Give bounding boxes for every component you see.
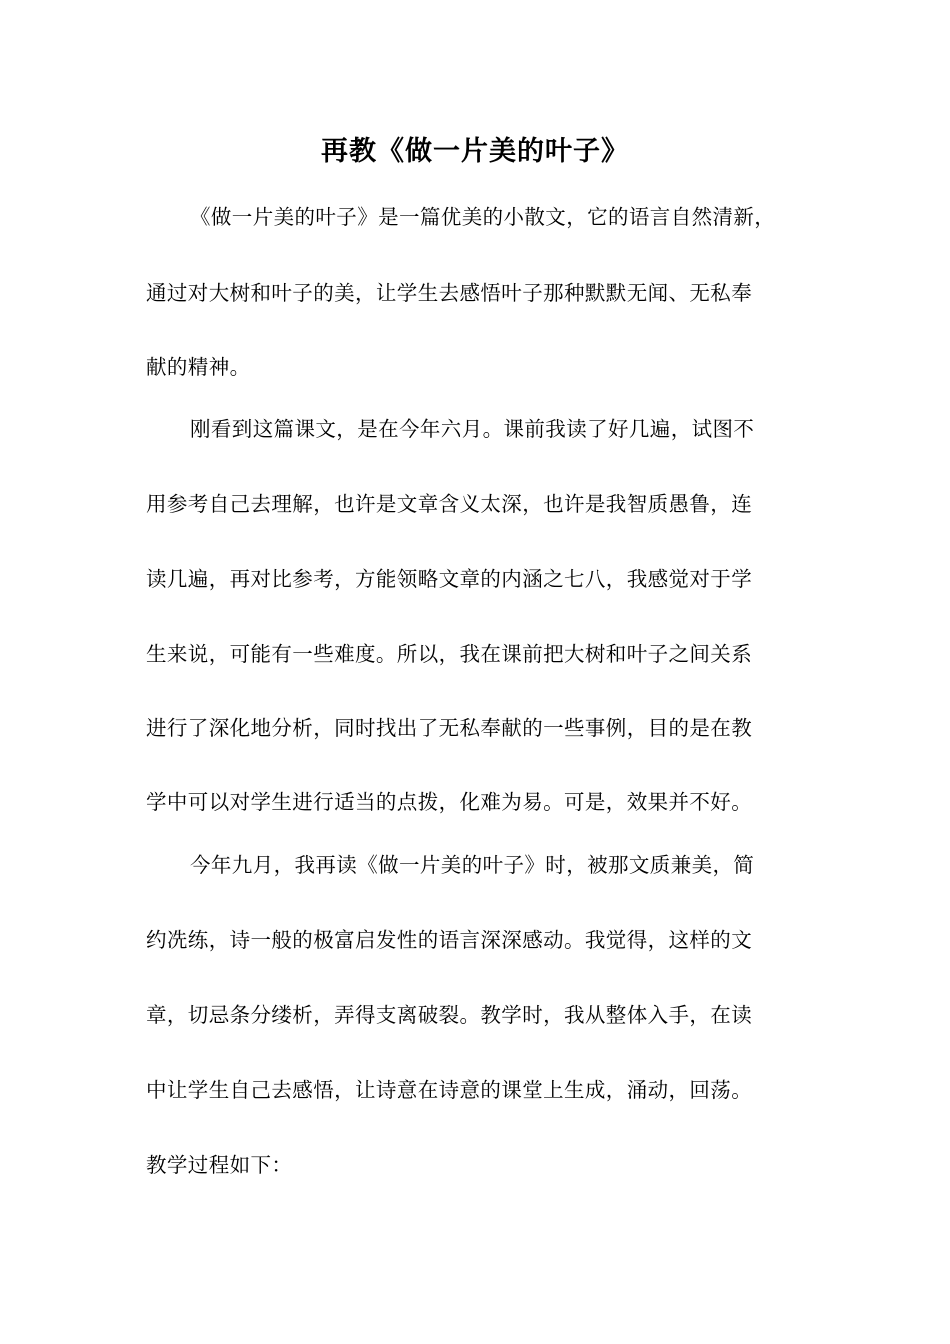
paragraph-3-line-5: 教学过程如下： [146, 1153, 293, 1177]
document-title: 再教《做一片美的叶子》 [321, 136, 629, 167]
paragraph-2-line-5: 进行了深化地分析，同时找出了无私奉献的一些事例，目的是在教 [146, 716, 753, 740]
paragraph-2-line-3: 读几遍，再对比参考，方能领略文章的内涵之七八，我感觉对于学 [146, 567, 753, 591]
paragraph-3-line-1: 今年九月，我再读《做一片美的叶子》时，被那文质兼美，简 [190, 853, 755, 877]
paragraph-3-line-4: 中让学生自己去感悟，让诗意在诗意的课堂上生成，涌动，回荡。 [146, 1078, 753, 1102]
paragraph-2-line-1: 刚看到这篇课文，是在今年六月。课前我读了好几遍，试图不 [190, 417, 755, 441]
paragraph-2-line-6: 学中可以对学生进行适当的点拨，化难为易。可是，效果并不好。 [146, 790, 753, 814]
paragraph-1-line-1: 《做一片美的叶子》是一篇优美的小散文，它的语言自然清新， [190, 205, 776, 229]
paragraph-2-line-2: 用参考自己去理解，也许是文章含义太深，也许是我智质愚鲁，连 [146, 492, 753, 516]
paragraph-3-line-2: 约冼练，诗一般的极富启发性的语言深深感动。我觉得，这样的文 [146, 928, 753, 952]
paragraph-3-line-3: 章，切忌条分缕析，弄得支离破裂。教学时，我从整体入手，在读 [146, 1003, 753, 1027]
paragraph-1-line-3: 献的精神。 [146, 355, 251, 379]
paragraph-2-line-4: 生来说，可能有一些难度。所以，我在课前把大树和叶子之间关系 [146, 642, 753, 666]
paragraph-1-line-2: 通过对大树和叶子的美，让学生去感悟叶子那种默默无闻、无私奉 [146, 281, 753, 305]
